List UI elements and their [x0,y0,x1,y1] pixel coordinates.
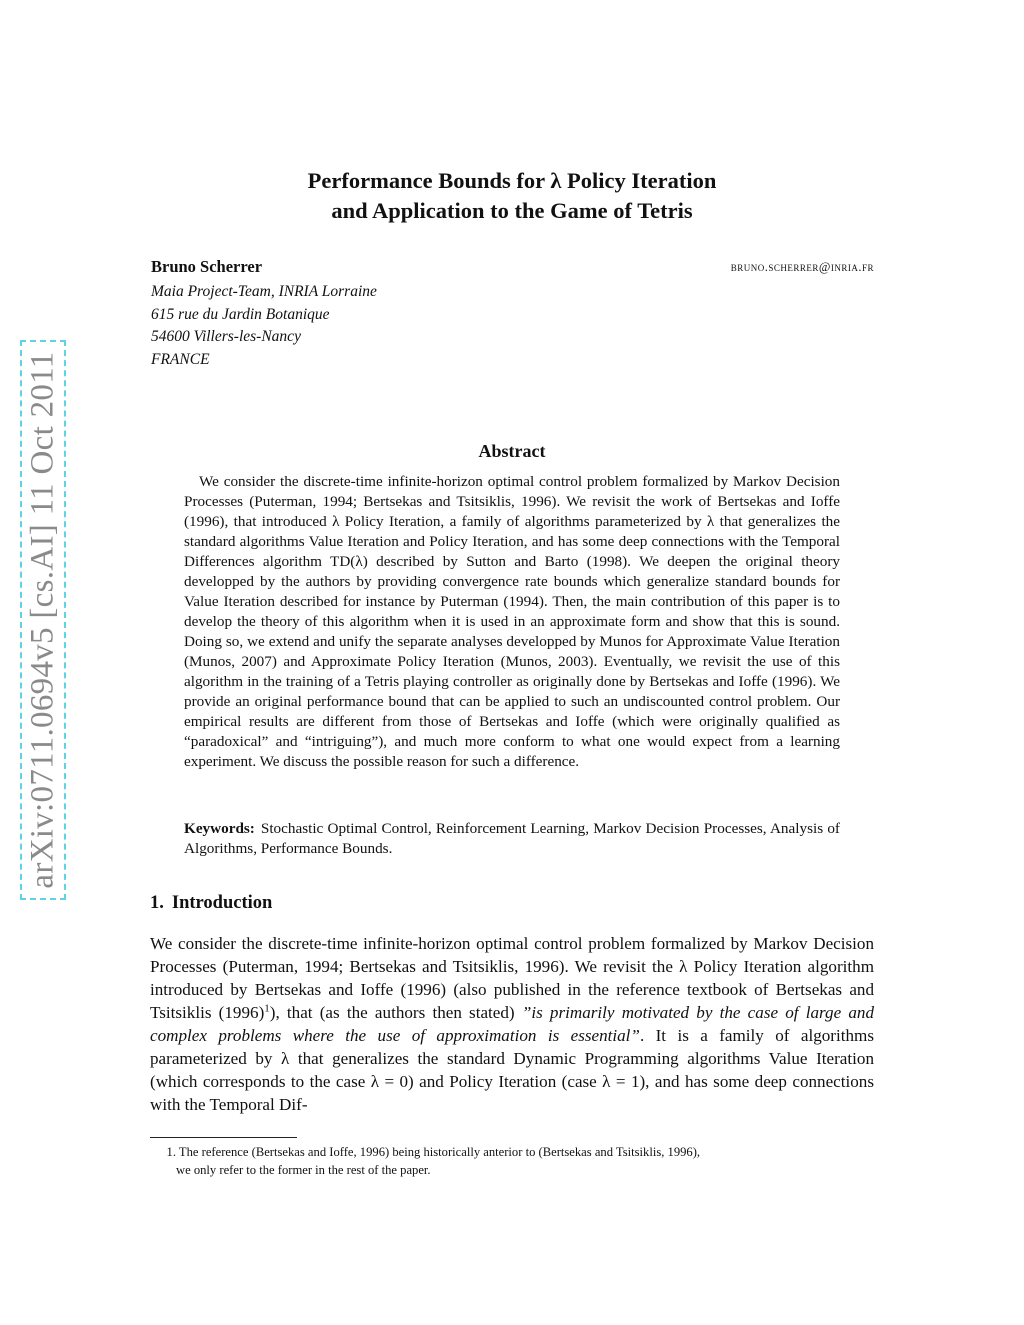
section-heading [150,893,272,914]
intro-text-2: ), that (as the authors then stated) [269,1003,522,1022]
intro-text-3: . It is a family of algorithms parameterized by λ that generalizes the standard Dynamic Programming algorithms Value Iteration (which corresponds to the case λ = 0) and Policy Iteration (case λ = 1), and has some deep connections with the Temporal Dif- [150,1026,874,1114]
title-line-2: and Application to the Game of Tetris [331,198,693,223]
abstract-heading: Abstract [478,441,546,461]
footnote [150,1143,874,1179]
footnote-line-1: The reference (Bertsekas and Ioffe, 1996) being historically anterior to (Bertsekas and Tsitsiklis, 1996), [178,1145,701,1159]
arxiv-stamp [20,340,66,900]
section-number: 1. [150,893,164,913]
title-line-1: Performance Bounds for λ Policy Iteration [307,168,717,193]
affiliation-line: Maia Project-Team, INRIA Lorraine [151,283,377,300]
footnote-number: 1. [166,1145,176,1159]
affiliation-line: 54600 Villers-les-Nancy [151,328,301,346]
arxiv-id: arXiv:0711.0694v5 [cs.AI] 11 Oct 2011 [24,351,61,889]
footnote-line-2: we only refer to the former in the rest of the paper. [176,1163,431,1177]
abstract-text: We consider the discrete-time infinite-horizon optimal control problem formalized by Markov Decision Processes (Puterman, 1994; Bertsekas and Tsitsiklis, 1996). We revisit the work of Bertsekas and Ioffe (1996), that introduced λ Policy Iteration, a family of algorithms parameterized by λ that generalizes the standard algorithms Value Iteration and Policy Iteration, and has some deep connections with the Temporal Differences algorithm TD(λ) described by Sutton and Barto (1998). We deepen the original theory developped by the authors by providing convergence rate bounds which generalize standard bounds for Value Iteration described for instance by Puterman (1994). Then, the main contribution of this paper is to develop the theory of this algorithm when it is used in an approximate form and show that this is sound. Doing so, we extend and unify the separate analyses developped by Munos for Approximate Value Iteration (Munos, 2007) and Approximate Policy Iteration (Munos, 2003). Eventually, we revisit the use of this algorithm in the training of a Tetris playing controller as originally done by Bertsekas and Ioffe (1996). We provide an original performance bound that can be applied to such an undiscounted control problem. Our empirical results are different from those of Bertsekas and Ioffe (which were originally qualified as “paradoxical” and “intriguing”), and much more conform to what one would expect from a learning experiment. We discuss the possible reason for such a difference. [184,473,840,770]
keywords [184,819,840,859]
author-affiliation [151,281,377,371]
intro-text-1: We consider the discrete-time infinite-horizon optimal control problem formalized by Markov Decision Processes (Puterman, 1994; Bertsekas and Tsitsiklis, 1996). We revisit the λ Policy Iteration algorithm introduced by Bertsekas and Ioffe (1996) (also published in the reference textbook of Bertsekas and Tsitsiklis (1996) [150,934,874,1022]
author-name: Bruno Scherrer [151,257,263,276]
intro-quote: ”is primarily motivated by the case of large and complex problems where the use of approximation is essential” [150,1003,875,1045]
paper-title [150,166,874,226]
footnote-rule [150,1137,297,1138]
author-email: bruno.scherrer@inria.fr [730,260,874,274]
keywords-text: Stochastic Optimal Control, Reinforcement Learning, Markov Decision Processes, Analysis of Algorithms, Performance Bounds. [184,820,840,857]
keywords-label: Keywords: [184,820,255,837]
affiliation-line: FRANCE [151,350,210,368]
affiliation-line: 615 rue du Jardin Botanique [151,305,330,323]
footnote-mark: 1 [264,1002,270,1015]
section-title: Introduction [171,893,273,913]
intro-paragraph [150,932,874,1116]
